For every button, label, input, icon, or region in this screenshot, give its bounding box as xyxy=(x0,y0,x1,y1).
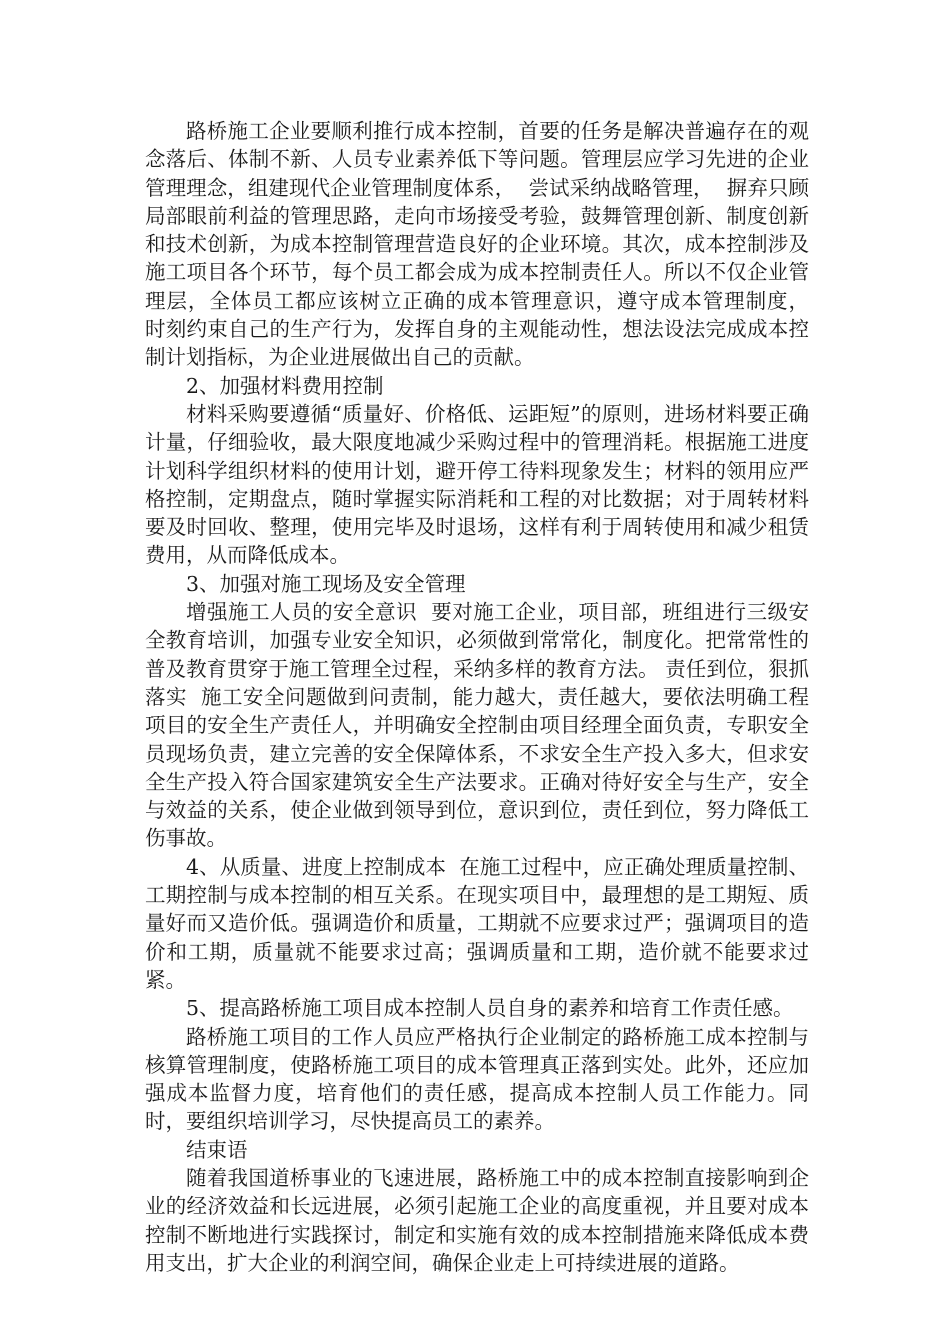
heading-site-safety: 3、加强对施工现场及安全管理 xyxy=(186,571,466,596)
paragraph-intro-cost-control: 路桥施工企业要顺利推行成本控制，首要的任务是解决普遍存在的观念落后、体制不新、人员专业素养低下等问题。管理层应学习先进的企业管理理念，组建现代企业管理制度体系， 尝试采纳战略管理， 摒弃只顾局部眼前利益的管理思路，走向市场接受考验，鼓舞管理创新、制度创新和技术创新，为成本控制管理营造良好的企业环境。其次，成本控制涉及施工项目各个环节，每个员工都会成为成本控制责任人。所以不仅企业管理层，全体员工都应该树立正确的成本管理意识，遵守成本管理制度， 时刻约束自己的生产行为，发挥自身的主观能动性，想法设法完成成本控制计划指标，为企业进展做出自己的贡献。 xyxy=(145,119,823,370)
paragraph-staff-quality: 路桥施工项目的工作人员应严格执行企业制定的路桥施工成本控制与核算管理制度，使路桥施工项目的成本管理真正落到实处。此外，还应加强成本监督力度，培育他们的责任感，提高成本控制人员工作能力。同时，要组织培训学习，尽快提高员工的素养。 xyxy=(145,1024,809,1134)
paragraph-quality-schedule: 4、从质量、进度上控制成本 在施工过程中，应正确处理质量控制、工期控制与成本控制的相互关系。在现实项目中，最理想的是工期短、质量好而又造价低。强调造价和质量，工期就不应要求过严；强调项目的造价和工期，质量就不能要求过高；强调质量和工期，造价就不能要求过紧。 xyxy=(145,854,809,992)
document-page xyxy=(145,117,823,1277)
heading-staff-quality: 5、提高路桥施工项目成本控制人员自身的素养和培育工作责任感。 xyxy=(186,996,794,1021)
heading-material-cost: 2、加强材料费用控制 xyxy=(186,373,384,398)
heading-conclusion: 结束语 xyxy=(186,1137,248,1162)
paragraph-material-cost: 材料采购要遵循“质量好、价格低、运距短”的原则，进场材料要正确计量，仔细验收，最大限度地减少采购过程中的管理消耗。根据施工进度计划科学组织材料的使用计划，避开停工待料现象发生；材料的领用应严格控制，定期盘点，随时掌握实际消耗和工程的对比数据；对于周转材料要及时回收、整理，使用完毕及时退场，这样有利于周转使用和减少租赁费用，从而降低成本。 xyxy=(145,401,809,568)
paragraph-conclusion: 随着我国道桥事业的飞速进展，路桥施工中的成本控制直接影响到企业的经济效益和长远进展，必须引起施工企业的高度重视，并且要对成本控制不断地进行实践探讨，制定和实施有效的成本控制措施来降低成本费用支出，扩大企业的利润空间，确保企业走上可持续进展的道路。 xyxy=(145,1165,809,1275)
paragraph-site-safety: 增强施工人员的安全意识 要对施工企业，项目部，班组进行三级安全教育培训，加强专业安全知识，必须做到常常化，制度化。把常常性的普及教育贯穿于施工管理全过程，采纳多样的教育方法。 责任到位，狠抓落实 施工安全问题做到问责制，能力越大，责任越大，要依法明确工程项目的安全生产责任人，并明确安全控制由项目经理全面负责，专职安全员现场负责，建立完善的安全保障体系，不求安全生产投入多大，但求安全生产投入符合国家建筑安全生产法要求。正确对待好安全与生产，安全与效益的关系，使企业做到领导到位，意识到位，责任到位，努力降低工伤事故。 xyxy=(145,600,809,851)
